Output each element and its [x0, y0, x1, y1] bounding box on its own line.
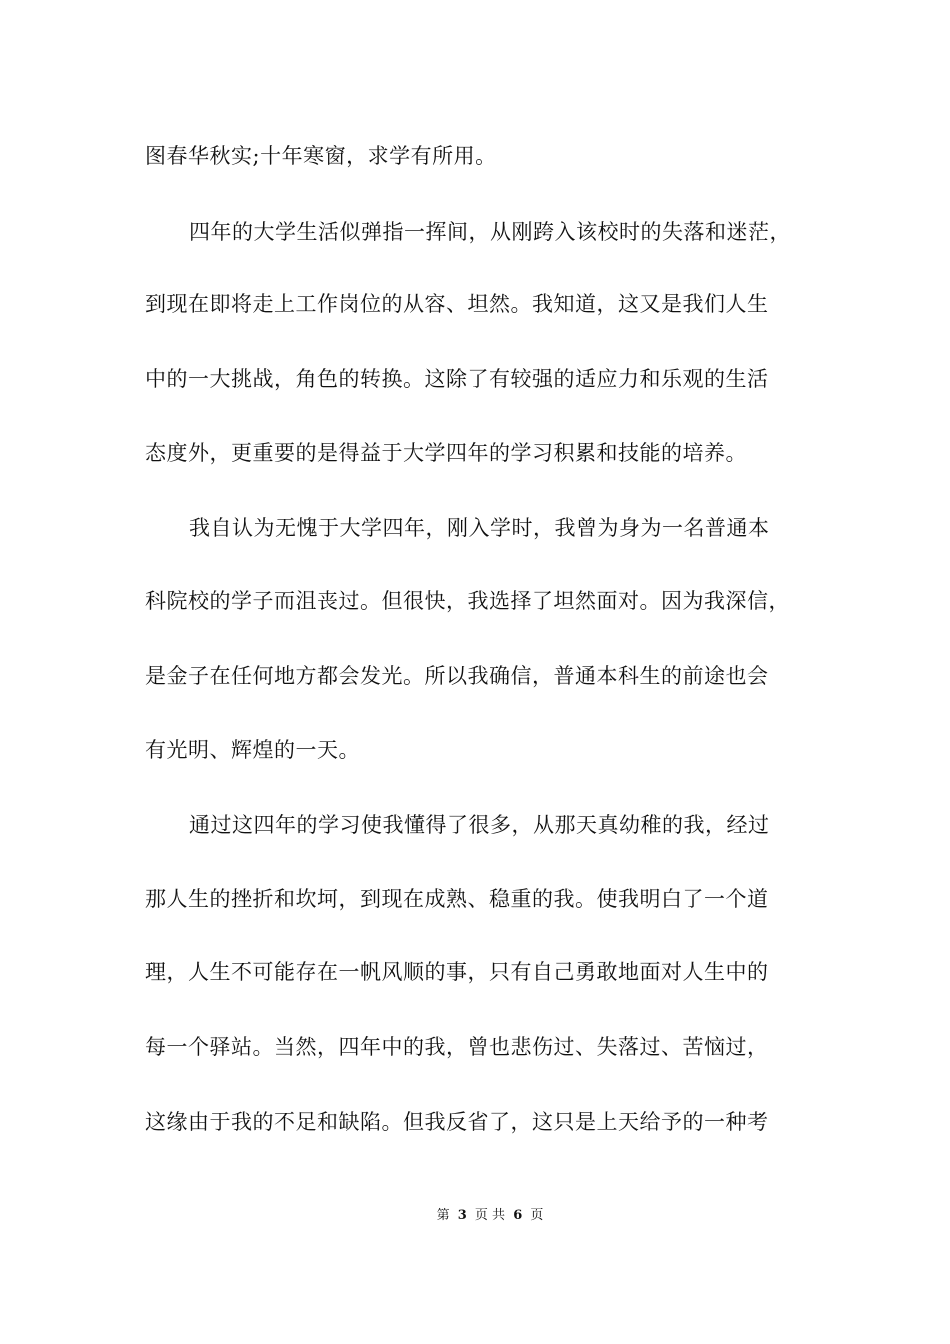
text-line: 是金子在任何地方都会发光。所以我确信，普通本科生的前途也会 [145, 664, 769, 688]
text-line: 图春华秋实;十年寒窗，求学有所用。 [145, 144, 497, 168]
text-line: 态度外，更重要的是得益于大学四年的学习积累和技能的培养。 [145, 441, 747, 465]
footer-prefix: 第 [436, 1208, 450, 1223]
current-page-number: 3 [457, 1208, 467, 1223]
footer-middle: 页 共 [474, 1208, 506, 1223]
text-line: 中的一大挑战，角色的转换。这除了有较强的适应力和乐观的生活 [145, 367, 769, 391]
text-line: 每一个驿站。当然，四年中的我，曾也悲伤过、失落过、苦恼过， [145, 1035, 769, 1059]
page-footer [0, 1207, 950, 1225]
paragraph-first-line: 我自认为无愧于大学四年，刚入学时，我曾为身为一名普通本 [189, 516, 770, 540]
text-line: 理，人生不可能存在一帆风顺的事，只有自己勇敢地面对人生中的 [145, 960, 769, 984]
footer-suffix: 页 [530, 1208, 544, 1223]
text-line: 这缘由于我的不足和缺陷。但我反省了，这只是上天给予的一种考 [145, 1110, 769, 1134]
text-line: 那人生的挫折和坎坷，到现在成熟、稳重的我。使我明白了一个道 [145, 887, 769, 911]
text-line: 科院校的学子而沮丧过。但很快，我选择了坦然面对。因为我深信， [145, 589, 790, 613]
paragraph-first-line: 四年的大学生活似弹指一挥间，从刚跨入该校时的失落和迷茫， [189, 220, 791, 244]
paragraph-first-line: 通过这四年的学习使我懂得了很多，从那天真幼稚的我，经过 [189, 813, 770, 837]
total-page-count: 6 [513, 1208, 523, 1223]
text-line: 到现在即将走上工作岗位的从容、坦然。我知道，这又是我们人生 [145, 292, 769, 316]
text-line: 有光明、辉煌的一天。 [145, 738, 360, 762]
